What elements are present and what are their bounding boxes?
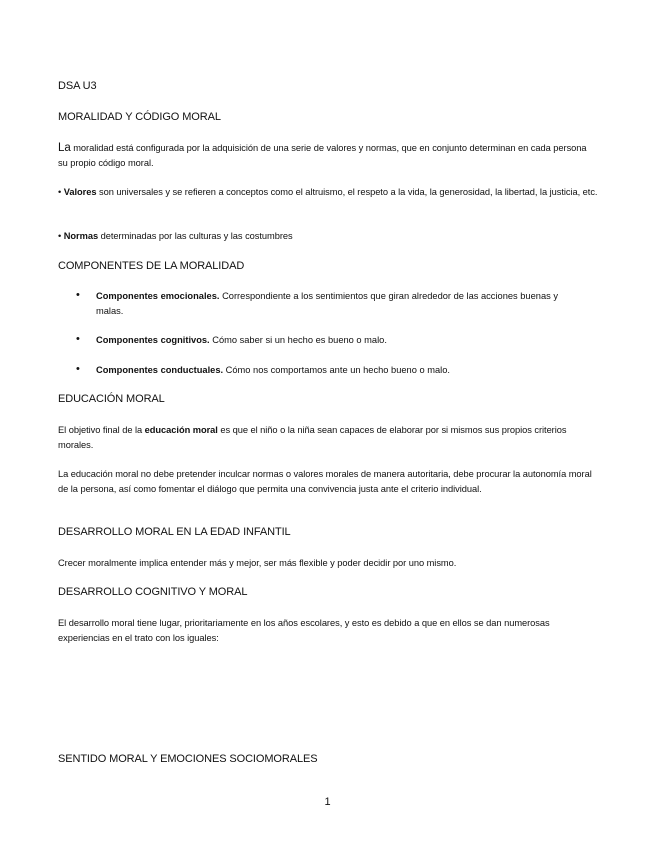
bullet-term: Valores bbox=[63, 187, 97, 197]
bullet-char: • bbox=[76, 363, 80, 375]
paragraph-text: es que el niño o la niña sean capaces de elaborar por si mismos sus propios criterios morales. bbox=[58, 425, 567, 450]
heading-desarrollo-infantil: DESARROLLO MORAL EN LA EDAD INFANTIL bbox=[58, 526, 291, 538]
list-item-text: Cómo nos comportamos ante un hecho bueno o malo. bbox=[223, 365, 450, 375]
document-title: DSA U3 bbox=[58, 80, 97, 92]
heading-moralidad: MORALIDAD Y CÓDIGO MORAL bbox=[58, 111, 221, 123]
bullet-text: determinadas por las culturas y las costumbres bbox=[98, 231, 293, 241]
paragraph-lead-word: La bbox=[58, 142, 71, 154]
list-item bbox=[76, 289, 576, 318]
heading-componentes: COMPONENTES DE LA MORALIDAD bbox=[58, 260, 245, 272]
paragraph-desarrollo-infantil: Crecer moralmente implica entender más y mejor, ser más flexible y poder decidir por uno mismo. bbox=[58, 558, 457, 568]
bullet-char: • bbox=[58, 187, 62, 197]
list-item bbox=[76, 363, 576, 378]
bullet-char: • bbox=[76, 289, 80, 301]
bullet-valores bbox=[58, 185, 598, 200]
paragraph-text: moralidad está configurada por la adquisición de una serie de valores y normas, que en conjunto determinan en cada persona su propio código moral. bbox=[58, 143, 587, 168]
heading-desarrollo-cognitivo: DESARROLLO COGNITIVO Y MORAL bbox=[58, 586, 248, 598]
bullet-text: son universales y se refieren a conceptos como el altruismo, el respeto a la vida, la generosidad, la libertad, la justicia, etc. bbox=[96, 187, 598, 197]
bullet-char: • bbox=[76, 333, 80, 345]
bullet-char: • bbox=[58, 231, 62, 241]
list-item bbox=[76, 333, 576, 348]
paragraph-moralidad bbox=[58, 141, 598, 170]
page-number: 1 bbox=[324, 796, 331, 808]
paragraph-text: El objetivo final de la bbox=[58, 425, 145, 435]
paragraph-educacion-1 bbox=[58, 423, 598, 452]
list-item-text: Cómo saber si un hecho es bueno o malo. bbox=[209, 335, 387, 345]
paragraph-desarrollo-cognitivo: El desarrollo moral tiene lugar, prioritariamente en los años escolares, y esto es debido a que en ellos se dan numerosas experiencias en el trato con los iguales: bbox=[58, 618, 550, 643]
paragraph-educacion-2: La educación moral no debe pretender inculcar normas o valores morales de manera autoritaria, debe procurar la autonomía moral de la persona, así como fomentar el diálogo que permita una convivencia justa ante el criterio individual. bbox=[58, 469, 592, 494]
list-item-text: Correspondiente a los sentimientos que giran alrededor de las acciones buenas y malas. bbox=[96, 291, 558, 316]
list-item-term: Componentes emocionales. bbox=[96, 291, 220, 301]
bullet-normas bbox=[58, 229, 598, 244]
heading-educacion-moral: EDUCACIÓN MORAL bbox=[58, 393, 165, 405]
paragraph-term: educación moral bbox=[144, 425, 218, 435]
list-item-term: Componentes cognitivos. bbox=[96, 335, 210, 345]
bullet-term: Normas bbox=[63, 231, 99, 241]
list-item-term: Componentes conductuales. bbox=[96, 365, 224, 375]
heading-sentido-moral: SENTIDO MORAL Y EMOCIONES SOCIOMORALES bbox=[58, 753, 318, 765]
